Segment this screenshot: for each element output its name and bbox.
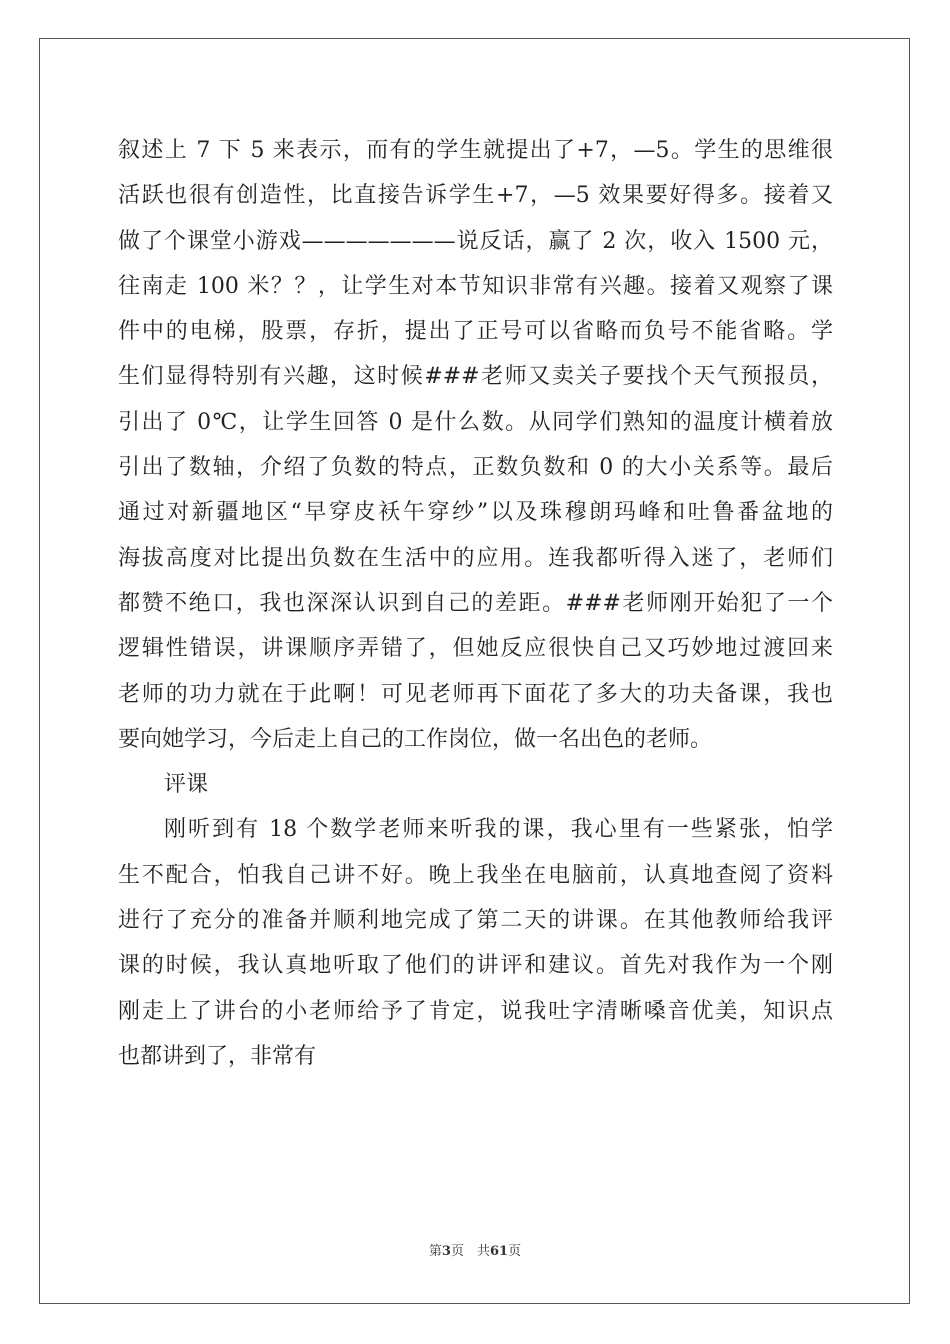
text-line: 刚走上了讲台的小老师给予了肯定，说我吐字清晰嗓音优美，知识点 <box>118 998 833 1024</box>
text-line: 引出了数轴，介绍了负数的特点，正数负数和 0 的大小关系等。最后 <box>118 455 833 481</box>
page-number: 3 <box>441 1244 451 1259</box>
section-heading: 评课 <box>164 772 209 798</box>
page-total: 61 <box>489 1244 509 1259</box>
text-line: 叙述上 7 下 5 来表示，而有的学生就提出了+7，—5。学生的思维很 <box>118 138 833 163</box>
footer-mid: 页 共 <box>450 1244 490 1259</box>
footer-suffix: 页 <box>508 1244 522 1259</box>
text-line: 逻辑性错误，讲课顺序弄错了，但她反应很快自己又巧妙地过渡回来 <box>118 636 833 662</box>
text-line: 海拔高度对比提出负数在生活中的应用。连我都听得入迷了，老师们 <box>118 545 833 571</box>
text-line: 老师的功力就在于此啊！可见老师再下面花了多大的功夫备课，我也 <box>118 681 833 707</box>
text-line: 要向她学习，今后走上自己的工作岗位，做一名出色的老师。 <box>118 726 713 752</box>
text-line: 生们显得特别有兴趣，这时候###老师又卖关子要找个天气预报员， <box>118 364 833 390</box>
text-line: 引出了 0℃，让学生回答 0 是什么数。从同学们熟知的温度计横着放 <box>118 409 833 435</box>
text-line: 刚听到有 18 个数学老师来听我的课，我心里有一些紧张，怕学 <box>164 817 833 843</box>
text-line: 课的时候，我认真地听取了他们的讲评和建议。首先对我作为一个刚 <box>118 953 833 979</box>
footer-prefix: 第 <box>428 1244 442 1259</box>
text-line: 做了个课堂小游戏———————说反话，赢了 2 次，收入 1500 元， <box>118 228 833 254</box>
text-line: 通过对新疆地区“早穿皮袄午穿纱”以及珠穆朗玛峰和吐鲁番盆地的 <box>118 500 833 526</box>
text-line: 也都讲到了，非常有 <box>118 1043 317 1069</box>
text-line: 往南走 100 米？？，让学生对本节知识非常有兴趣。接着又观察了课 <box>118 273 833 299</box>
page-footer <box>0 1240 950 1259</box>
document-body <box>118 128 833 1079</box>
text-line: 活跃也很有创造性，比直接告诉学生+7，—5 效果要好得多。接着又 <box>118 183 833 209</box>
text-line: 进行了充分的准备并顺利地完成了第二天的讲课。在其他教师给我评 <box>118 908 833 934</box>
text-line: 生不配合，怕我自己讲不好。晚上我坐在电脑前，认真地查阅了资料 <box>118 862 833 888</box>
text-line: 件中的电梯，股票，存折，提出了正号可以省略而负号不能省略。学 <box>118 319 833 345</box>
text-line: 都赞不绝口，我也深深认识到自己的差距。###老师刚开始犯了一个 <box>118 590 833 616</box>
